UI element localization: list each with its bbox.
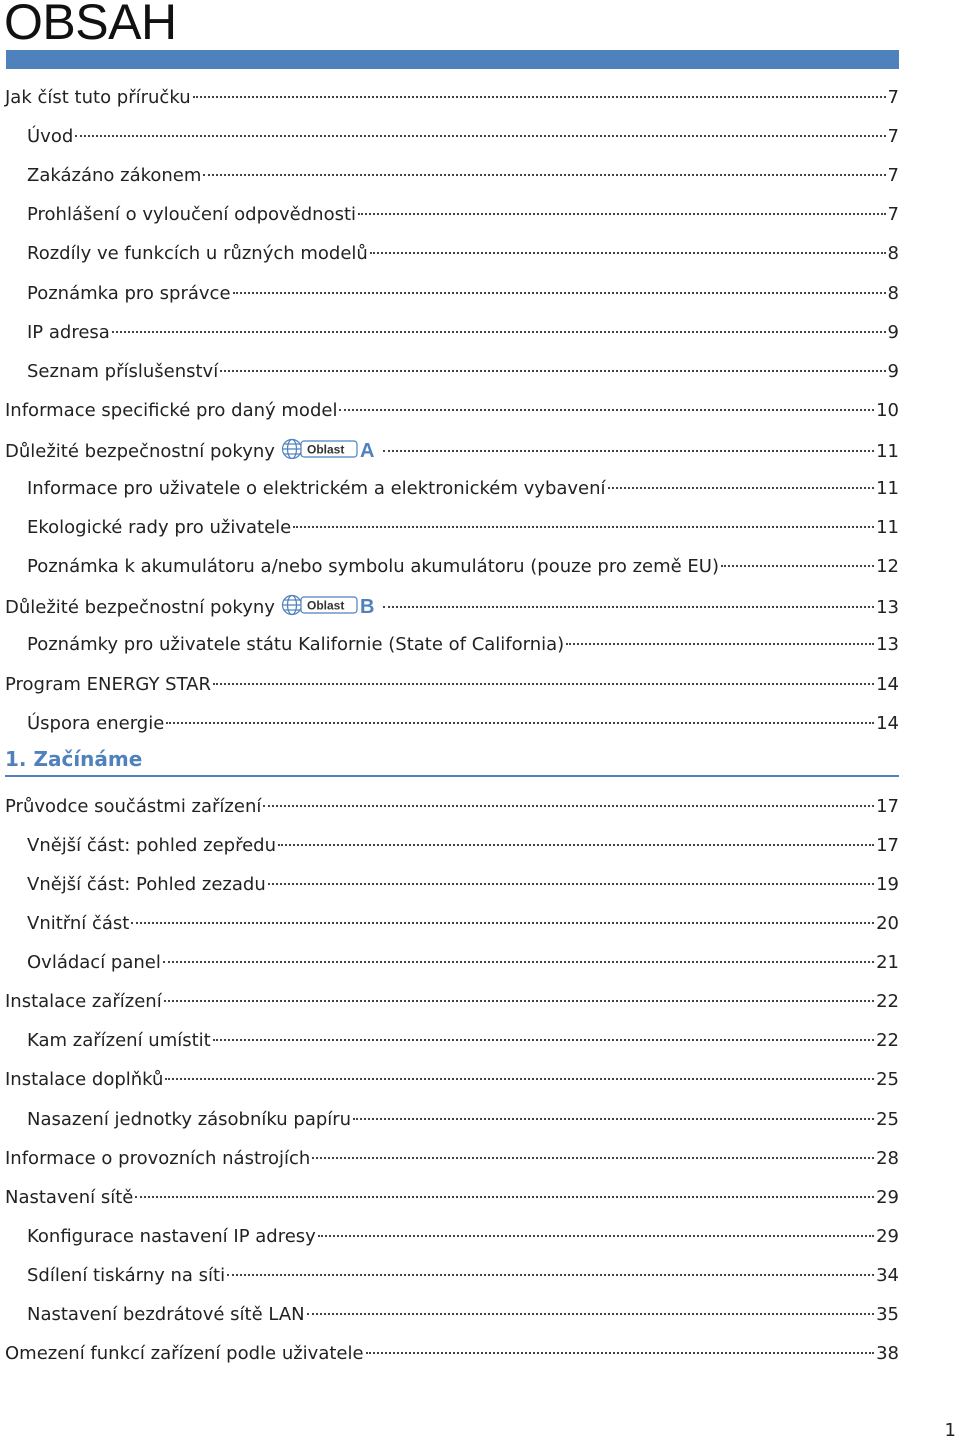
- toc-entry[interactable]: [0, 591, 899, 621]
- toc-entry-title: Průvodce součástmi zařízení: [5, 795, 262, 817]
- toc-entry-page: 9: [887, 360, 899, 382]
- toc-entry-title: Důležité bezpečnostní pokyny: [5, 597, 275, 619]
- dot-leader: [135, 1196, 874, 1198]
- dot-leader: [233, 292, 886, 294]
- toc-entry-title: Kam zařízení umístit: [27, 1030, 211, 1052]
- toc-entry[interactable]: [0, 161, 899, 191]
- toc-entry-page: 28: [876, 1147, 899, 1169]
- toc-entry-page: 7: [887, 87, 899, 108]
- toc-entry-title: Poznámky pro uživatele státu Kalifornie (State of California): [27, 634, 565, 656]
- dot-leader: [608, 487, 875, 489]
- toc-entry-page: 19: [876, 873, 899, 895]
- toc-entry[interactable]: [0, 1065, 899, 1095]
- dot-leader: [203, 174, 885, 176]
- dot-leader: [339, 409, 874, 411]
- dot-leader: [164, 1000, 874, 1002]
- toc-entry[interactable]: [0, 987, 899, 1017]
- chapter-divider: [5, 775, 899, 777]
- dot-leader: [163, 961, 874, 963]
- toc-entry[interactable]: [0, 670, 899, 700]
- toc-entry-title: Vnější část: pohled zepředu: [27, 834, 276, 856]
- chapter-heading[interactable]: 1. Začínáme: [5, 746, 143, 771]
- toc-entry[interactable]: [0, 357, 899, 387]
- toc-entry-title: Nasazení jednotky zásobníku papíru: [27, 1108, 352, 1130]
- toc-entry[interactable]: [0, 831, 899, 861]
- svg-text:B: B: [359, 596, 375, 617]
- dot-leader: [353, 1118, 874, 1120]
- dot-leader: [166, 722, 874, 724]
- toc-entry[interactable]: [0, 1222, 899, 1252]
- toc-entry-page: 34: [876, 1264, 899, 1286]
- toc-entry-title: Vnější část: Pohled zezadu: [27, 873, 266, 895]
- dot-leader: [165, 1078, 874, 1080]
- toc-entry-page: 13: [876, 634, 899, 656]
- page-number: 1: [944, 1420, 956, 1441]
- dot-leader: [227, 1274, 874, 1276]
- toc-entry-page: 7: [887, 165, 899, 187]
- dot-leader: [112, 331, 886, 333]
- toc-entry[interactable]: [0, 552, 899, 582]
- svg-text:Oblast: Oblast: [306, 598, 345, 613]
- toc-entry-page: 11: [876, 440, 899, 462]
- toc-entry-title: IP adresa: [27, 321, 110, 343]
- toc-entry-page: 11: [876, 478, 899, 499]
- toc-entry-page: 12: [876, 556, 899, 578]
- page-title: OBSAH: [4, 0, 177, 50]
- dot-leader: [318, 1235, 874, 1237]
- toc-entry-page: 11: [876, 517, 899, 539]
- toc-entry-page: 17: [876, 795, 899, 817]
- toc-entry-page: 25: [876, 1069, 899, 1091]
- toc-entry[interactable]: [0, 870, 899, 900]
- dot-leader: [75, 135, 885, 137]
- toc-entry-page: 13: [876, 597, 899, 619]
- dot-leader: [370, 252, 886, 254]
- toc-entry-title: Vnitřní část: [27, 913, 130, 934]
- dot-leader: [293, 526, 874, 528]
- toc-entry[interactable]: [0, 1026, 899, 1056]
- region-globe-icon: [281, 438, 381, 460]
- toc-entry-page: 10: [876, 399, 899, 421]
- dot-leader: [312, 1157, 874, 1159]
- toc-entry-page: 17: [876, 834, 899, 856]
- svg-text:Oblast: Oblast: [306, 442, 345, 457]
- svg-text:A: A: [359, 439, 375, 460]
- toc-entry[interactable]: [0, 396, 899, 426]
- toc-entry-title: Ovládací panel: [27, 952, 161, 974]
- toc-entry-title: Program ENERGY STAR: [5, 673, 211, 695]
- toc-entry[interactable]: [0, 909, 899, 939]
- dot-leader: [263, 805, 874, 807]
- dot-leader: [307, 1313, 875, 1315]
- dot-leader: [278, 844, 874, 846]
- toc-entry-title: Informace o provozních nástrojích: [5, 1147, 311, 1169]
- dot-leader: [220, 370, 885, 372]
- dot-leader: [721, 565, 874, 567]
- toc-entry[interactable]: [0, 1261, 899, 1291]
- toc-entry[interactable]: [0, 435, 899, 465]
- toc-entry-title: Omezení funkcí zařízení podle uživatele: [5, 1343, 364, 1365]
- toc-entry-title: Důležité bezpečnostní pokyny: [5, 440, 275, 462]
- toc-entry-page: 20: [876, 913, 899, 934]
- toc-entry-title: Instalace doplňků: [5, 1069, 164, 1091]
- toc-entry[interactable]: [0, 792, 899, 822]
- dot-leader: [566, 643, 874, 645]
- toc-entry-page: 35: [876, 1304, 899, 1325]
- toc-entry-title: Nastavení sítě: [5, 1186, 134, 1208]
- toc-entry-page: 7: [887, 126, 899, 148]
- toc-entry[interactable]: [0, 1144, 899, 1174]
- toc-entry-title: Informace specifické pro daný model: [5, 399, 338, 421]
- dot-leader: [366, 1352, 875, 1354]
- toc-entry-page: 8: [887, 282, 899, 304]
- toc-entry[interactable]: [0, 630, 899, 660]
- toc-entry[interactable]: [0, 318, 899, 348]
- toc-entry-page: 7: [887, 204, 899, 226]
- toc-entry-title: Poznámka k akumulátoru a/nebo symbolu akumulátoru (pouze pro země EU): [27, 556, 719, 578]
- toc-entry-page: 8: [887, 243, 899, 265]
- toc-entry-title: Ekologické rady pro uživatele: [27, 517, 292, 539]
- dot-leader: [358, 213, 886, 215]
- toc-entry[interactable]: [0, 83, 899, 113]
- toc-entry-page: 38: [876, 1343, 899, 1365]
- dot-leader: [213, 1039, 874, 1041]
- toc-entry[interactable]: [0, 279, 899, 309]
- toc-entry-page: 9: [887, 321, 899, 343]
- dot-leader: [383, 450, 874, 452]
- toc-entry-page: 25: [876, 1108, 899, 1130]
- region-globe-icon: [281, 594, 381, 616]
- toc-entry[interactable]: [0, 1105, 899, 1135]
- toc-entry[interactable]: [0, 513, 899, 543]
- toc-entry[interactable]: [0, 1339, 899, 1369]
- toc-entry[interactable]: [0, 948, 899, 978]
- toc-entry-page: 22: [876, 1030, 899, 1052]
- toc-entry[interactable]: [0, 122, 899, 152]
- toc-entry-page: 14: [876, 673, 899, 695]
- toc-entry-page: 14: [876, 712, 899, 734]
- toc-entry-page: 29: [876, 1186, 899, 1208]
- toc-entry-title: Instalace zařízení: [5, 991, 162, 1013]
- toc-entry-title: Úvod: [27, 126, 74, 148]
- toc-entry[interactable]: [0, 474, 899, 504]
- toc-entry[interactable]: [0, 1300, 899, 1330]
- toc-entry-title: Sdílení tiskárny na síti: [27, 1264, 226, 1286]
- toc-entry-title: Jak číst tuto příručku: [5, 87, 191, 108]
- toc-entry[interactable]: [0, 239, 899, 269]
- toc-entry-title: Rozdíly ve funkcích u různých modelů: [27, 243, 368, 265]
- toc-entry-page: 21: [876, 952, 899, 974]
- toc-entry-title: Úspora energie: [27, 712, 165, 734]
- toc-entry-page: 29: [876, 1225, 899, 1247]
- toc-entry-title: Informace pro uživatele o elektrickém a elektronickém vybavení: [27, 478, 606, 499]
- dot-leader: [193, 96, 886, 98]
- toc-entry[interactable]: [0, 200, 899, 230]
- dot-leader: [383, 606, 874, 608]
- toc-entry-title: Prohlášení o vyloučení odpovědnosti: [27, 204, 357, 226]
- toc-entry[interactable]: [0, 709, 899, 739]
- dot-leader: [131, 922, 874, 924]
- toc-entry-title: Nastavení bezdrátové sítě LAN: [27, 1304, 305, 1325]
- toc-entry-title: Poznámka pro správce: [27, 282, 231, 304]
- toc-entry-title: Seznam příslušenství: [27, 360, 219, 382]
- dot-leader: [213, 683, 874, 685]
- toc-entry-title: Konfigurace nastavení IP adresy: [27, 1225, 316, 1247]
- title-accent-bar: [6, 50, 899, 69]
- dot-leader: [268, 883, 874, 885]
- toc-entry[interactable]: [0, 1183, 899, 1213]
- toc-entry-page: 22: [876, 991, 899, 1013]
- toc-entry-title: Zakázáno zákonem: [27, 165, 202, 187]
